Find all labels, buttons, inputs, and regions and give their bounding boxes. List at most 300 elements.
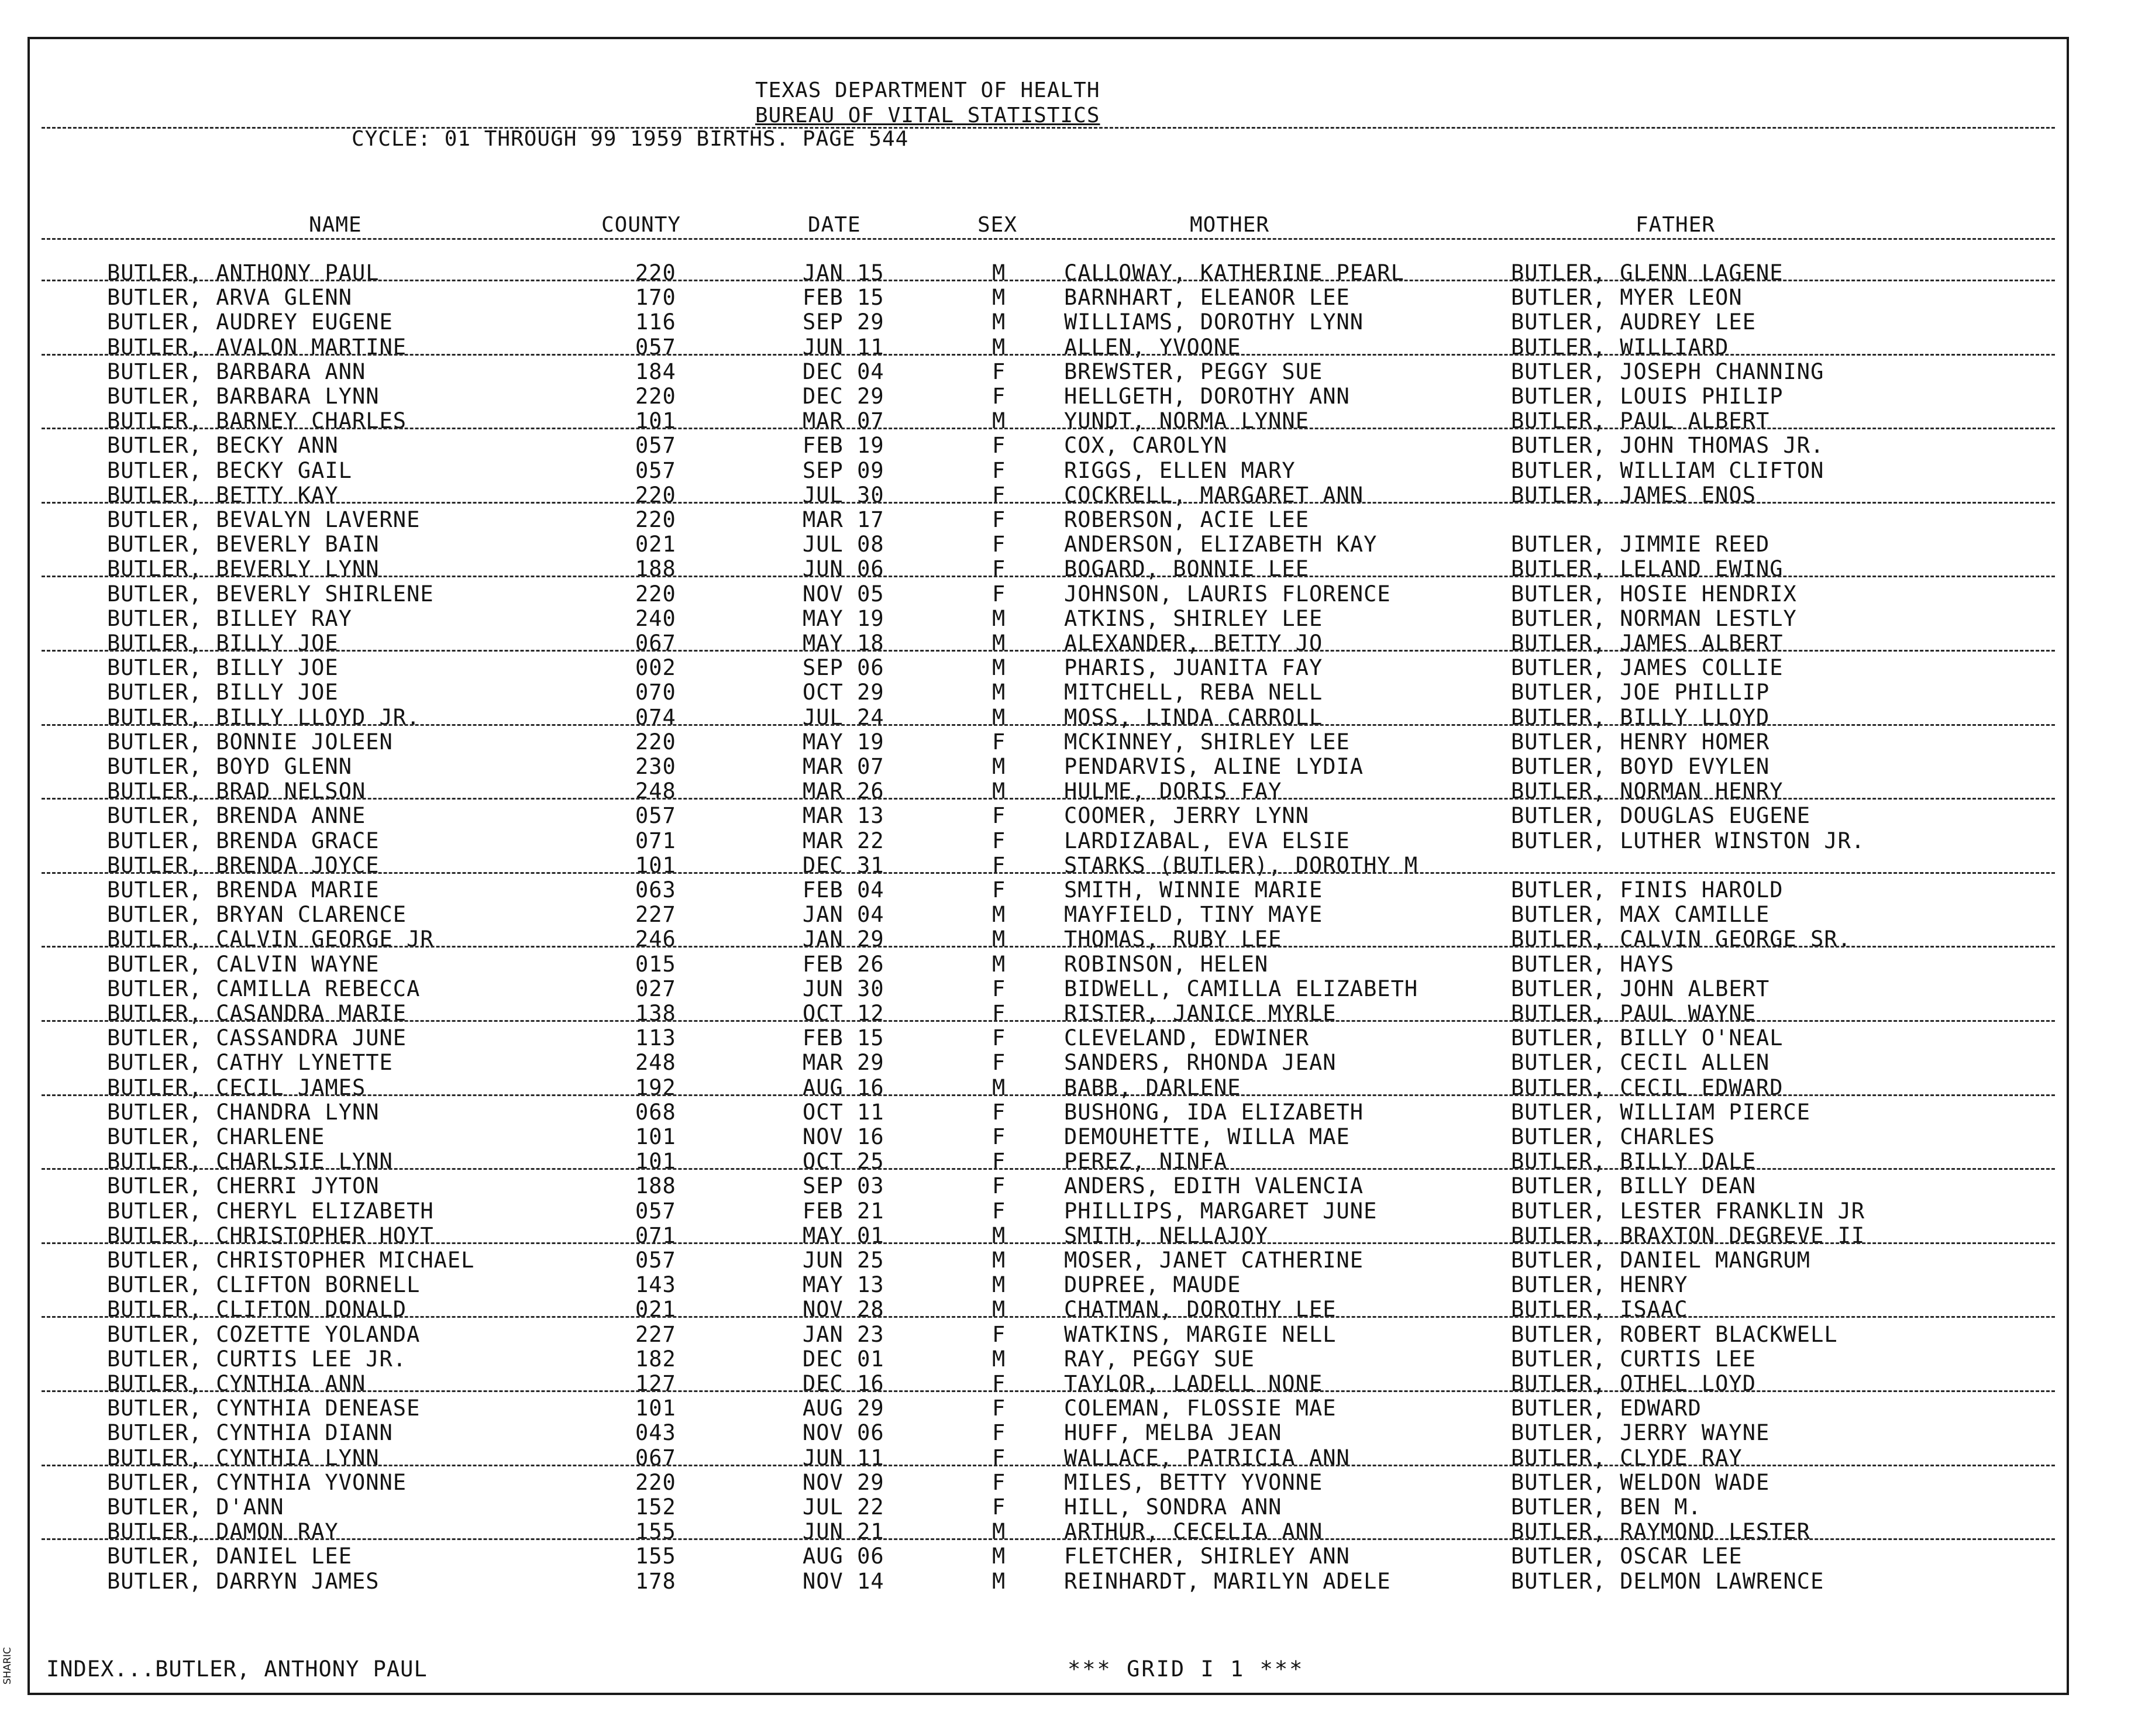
record-county: 138: [635, 1001, 676, 1026]
record-sex: F: [992, 1494, 1006, 1520]
record-father: BUTLER, BILLY O'NEAL: [1511, 1025, 1784, 1051]
record-date: OCT 12: [803, 1001, 884, 1026]
record-county: 246: [635, 926, 676, 952]
record-county: 127: [635, 1371, 676, 1396]
record-county: 220: [635, 1469, 676, 1495]
record-row: [30, 680, 2067, 704]
record-county: 021: [635, 1297, 676, 1322]
record-sex: M: [992, 704, 1006, 730]
record-row: [30, 433, 2067, 457]
column-header-name: NAME: [309, 213, 362, 237]
record-name: BUTLER, BONNIE JOLEEN: [107, 729, 393, 755]
record-row: [30, 1025, 2067, 1050]
record-father: BUTLER, BRAXTON DEGREVE II: [1511, 1222, 1865, 1248]
record-mother: WALLACE, PATRICIA ANN: [1064, 1445, 1350, 1470]
record-name: BUTLER, CATHY LYNETTE: [107, 1050, 393, 1076]
record-county: 220: [635, 384, 676, 409]
record-sex: F: [992, 1321, 1006, 1347]
record-father: BUTLER, AUDREY LEE: [1511, 309, 1756, 335]
record-date: MAR 13: [803, 803, 884, 829]
record-sex: M: [992, 260, 1006, 285]
record-sex: M: [992, 1568, 1006, 1594]
record-date: NOV 05: [803, 581, 884, 607]
record-sex: M: [992, 1544, 1006, 1569]
record-father: BUTLER, JERRY WAYNE: [1511, 1420, 1770, 1446]
record-name: BUTLER, CYNTHIA DIANN: [107, 1420, 393, 1446]
record-name: BUTLER, CASANDRA MARIE: [107, 1001, 407, 1026]
record-date: MAY 19: [803, 729, 884, 755]
record-row: [30, 1173, 2067, 1198]
record-mother: ATKINS, SHIRLEY LEE: [1064, 605, 1323, 631]
record-date: MAR 07: [803, 408, 884, 434]
record-county: 220: [635, 482, 676, 508]
record-name: BUTLER, BRENDA ANNE: [107, 803, 366, 829]
record-father: BUTLER, OSCAR LEE: [1511, 1544, 1743, 1569]
record-mother: PENDARVIS, ALINE LYDIA: [1064, 754, 1364, 779]
record-mother: LARDIZABAL, EVA ELSIE: [1064, 828, 1350, 853]
record-mother: BREWSTER, PEGGY SUE: [1064, 359, 1323, 384]
record-father: BUTLER, LOUIS PHILIP: [1511, 384, 1784, 409]
row-rule: [42, 1390, 2055, 1392]
record-date: MAY 19: [803, 605, 884, 631]
record-county: 220: [635, 581, 676, 607]
record-row: [30, 532, 2067, 556]
record-father: BUTLER, BEN M.: [1511, 1494, 1702, 1520]
record-date: MAY 01: [803, 1222, 884, 1248]
record-name: BUTLER, CAMILLA REBECCA: [107, 976, 421, 1001]
record-row: [30, 1420, 2067, 1445]
record-row: [30, 458, 2067, 483]
record-row: [30, 1198, 2067, 1223]
record-mother: MAYFIELD, TINY MAYE: [1064, 902, 1323, 928]
record-mother: MILES, BETTY YVONNE: [1064, 1469, 1323, 1495]
record-name: BUTLER, BARNEY CHARLES: [107, 408, 407, 434]
record-sex: M: [992, 655, 1006, 681]
record-mother: ARTHUR, CECELIA ANN: [1064, 1519, 1323, 1545]
record-county: 152: [635, 1494, 676, 1520]
record-county: 057: [635, 334, 676, 360]
record-father: BUTLER, MAX CAMILLE: [1511, 902, 1770, 928]
record-date: SEP 06: [803, 655, 884, 681]
record-date: JUN 11: [803, 1445, 884, 1470]
record-date: NOV 06: [803, 1420, 884, 1446]
record-date: DEC 04: [803, 359, 884, 384]
record-name: BUTLER, CHANDRA LYNN: [107, 1099, 380, 1125]
column-header-father: FATHER: [1636, 213, 1716, 237]
record-county: 182: [635, 1346, 676, 1372]
record-father: BUTLER, CLYDE RAY: [1511, 1445, 1743, 1470]
record-father: BUTLER, GLENN LAGENE: [1511, 260, 1784, 285]
record-date: AUG 16: [803, 1074, 884, 1100]
record-sex: F: [992, 581, 1006, 607]
record-father: BUTLER, FINIS HAROLD: [1511, 877, 1784, 903]
record-name: BUTLER, AUDREY EUGENE: [107, 309, 393, 335]
record-name: BUTLER, BRENDA GRACE: [107, 828, 380, 853]
record-county: 170: [635, 285, 676, 311]
birth-index-page: [27, 37, 2069, 1695]
column-header-mother: MOTHER: [1190, 213, 1270, 237]
record-date: JUL 22: [803, 1494, 884, 1520]
record-row: [30, 754, 2067, 779]
record-mother: BIDWELL, CAMILLA ELIZABETH: [1064, 976, 1419, 1001]
record-name: BUTLER, CYNTHIA LYNN: [107, 1445, 380, 1470]
record-father: BUTLER, BOYD EVYLEN: [1511, 754, 1770, 779]
record-date: JUN 06: [803, 556, 884, 582]
record-name: BUTLER, BECKY ANN: [107, 433, 339, 459]
record-sex: F: [992, 877, 1006, 903]
record-date: AUG 06: [803, 1544, 884, 1569]
record-row: [30, 803, 2067, 828]
record-name: BUTLER, CLIFTON DONALD: [107, 1297, 407, 1322]
row-rule: [42, 946, 2055, 948]
column-header-county: COUNTY: [601, 213, 681, 237]
record-county: 015: [635, 951, 676, 977]
record-mother: HULME, DORIS FAY: [1064, 779, 1282, 804]
record-county: 240: [635, 605, 676, 631]
record-father: BUTLER, CHARLES: [1511, 1124, 1716, 1149]
record-sex: M: [992, 605, 1006, 631]
record-father: BUTLER, PAUL WAYNE: [1511, 1001, 1756, 1026]
record-father: BUTLER, DANIEL MANGRUM: [1511, 1248, 1811, 1273]
record-mother: PHILLIPS, MARGARET JUNE: [1064, 1198, 1378, 1224]
record-father: BUTLER, JAMES COLLIE: [1511, 655, 1784, 681]
record-name: BUTLER, DAMON RAY: [107, 1519, 339, 1545]
record-mother: ANDERSON, ELIZABETH KAY: [1064, 532, 1378, 557]
row-rule: [42, 1168, 2055, 1170]
record-mother: FLETCHER, SHIRLEY ANN: [1064, 1544, 1350, 1569]
record-sex: F: [992, 482, 1006, 508]
record-date: MAR 17: [803, 507, 884, 532]
record-sex: M: [992, 779, 1006, 804]
row-rule: [42, 724, 2055, 726]
record-date: SEP 09: [803, 457, 884, 483]
record-father: BUTLER, JOE PHILLIP: [1511, 680, 1770, 705]
record-county: 113: [635, 1025, 676, 1051]
record-name: BUTLER, CECIL JAMES: [107, 1074, 366, 1100]
record-date: JUN 21: [803, 1519, 884, 1545]
record-mother: DUPREE, MAUDE: [1064, 1272, 1241, 1298]
record-row: [30, 606, 2067, 631]
record-county: 057: [635, 433, 676, 459]
record-mother: MOSS, LINDA CARROLL: [1064, 704, 1323, 730]
record-sex: M: [992, 309, 1006, 335]
row-rule: [42, 576, 2055, 577]
record-sex: M: [992, 902, 1006, 928]
record-sex: M: [992, 754, 1006, 779]
record-name: BUTLER, BECKY GAIL: [107, 457, 352, 483]
record-county: 067: [635, 1445, 676, 1470]
record-father: BUTLER, CURTIS LEE: [1511, 1346, 1756, 1372]
record-mother: MITCHELL, REBA NELL: [1064, 680, 1323, 705]
record-row: [30, 1494, 2067, 1519]
record-mother: STARKS (BUTLER), DOROTHY M: [1064, 852, 1419, 878]
record-date: NOV 16: [803, 1124, 884, 1149]
record-county: 230: [635, 754, 676, 779]
record-name: BUTLER, BEVALYN LAVERNE: [107, 507, 421, 532]
record-name: BUTLER, BILLY LLOYD JR.: [107, 704, 421, 730]
record-name: BUTLER, CURTIS LEE JR.: [107, 1346, 407, 1372]
row-rule: [42, 428, 2055, 429]
record-name: BUTLER, AVALON MARTINE: [107, 334, 407, 360]
record-name: BUTLER, BRENDA MARIE: [107, 877, 380, 903]
record-date: FEB 21: [803, 1198, 884, 1224]
record-row: [30, 1272, 2067, 1297]
record-county: 068: [635, 1099, 676, 1125]
record-sex: F: [992, 852, 1006, 878]
record-date: NOV 14: [803, 1568, 884, 1594]
record-county: 002: [635, 655, 676, 681]
record-row: [30, 1124, 2067, 1149]
record-sex: F: [992, 359, 1006, 384]
record-county: 027: [635, 976, 676, 1001]
record-date: JAN 29: [803, 926, 884, 952]
record-sex: F: [992, 507, 1006, 532]
record-county: 155: [635, 1544, 676, 1569]
record-county: 043: [635, 1420, 676, 1446]
record-county: 192: [635, 1074, 676, 1100]
record-father: BUTLER, OTHEL LOYD: [1511, 1371, 1756, 1396]
record-mother: MCKINNEY, SHIRLEY LEE: [1064, 729, 1350, 755]
record-row: [30, 1396, 2067, 1420]
record-mother: REINHARDT, MARILYN ADELE: [1064, 1568, 1391, 1594]
record-sex: M: [992, 285, 1006, 311]
record-mother: COX, CAROLYN: [1064, 433, 1228, 459]
column-header-date: DATE: [808, 213, 861, 237]
record-county: 227: [635, 1321, 676, 1347]
record-sex: F: [992, 1050, 1006, 1076]
record-father: BUTLER, JIMMIE REED: [1511, 532, 1770, 557]
index-footer: INDEX...BUTLER, ANTHONY PAUL: [46, 1656, 428, 1682]
record-name: BUTLER, BEVERLY SHIRLENE: [107, 581, 434, 607]
row-rule: [42, 650, 2055, 652]
record-date: FEB 15: [803, 1025, 884, 1051]
record-county: 057: [635, 1248, 676, 1273]
record-father: BUTLER, HAYS: [1511, 951, 1675, 977]
record-father: BUTLER, CALVIN GEORGE SR.: [1511, 926, 1851, 952]
record-mother: HILL, SONDRA ANN: [1064, 1494, 1282, 1520]
record-date: DEC 29: [803, 384, 884, 409]
record-father: BUTLER, HENRY HOMER: [1511, 729, 1770, 755]
record-mother: SANDERS, RHONDA JEAN: [1064, 1050, 1337, 1076]
record-date: JAN 04: [803, 902, 884, 928]
row-rule: [42, 1020, 2055, 1022]
record-date: SEP 29: [803, 309, 884, 335]
record-name: BUTLER, BARBARA ANN: [107, 359, 366, 384]
record-father: BUTLER, DOUGLAS EUGENE: [1511, 803, 1811, 829]
record-father: BUTLER, DELMON LAWRENCE: [1511, 1568, 1824, 1594]
record-father: BUTLER, JOSEPH CHANNING: [1511, 359, 1824, 384]
record-mother: RAY, PEGGY SUE: [1064, 1346, 1255, 1372]
record-father: BUTLER, LUTHER WINSTON JR.: [1511, 828, 1865, 853]
record-sex: F: [992, 1099, 1006, 1125]
record-sex: M: [992, 926, 1006, 952]
record-father: BUTLER, WELDON WADE: [1511, 1469, 1770, 1495]
record-row: [30, 384, 2067, 408]
record-county: 067: [635, 631, 676, 656]
record-date: FEB 19: [803, 433, 884, 459]
record-mother: CLEVELAND, EDWINER: [1064, 1025, 1309, 1051]
record-sex: M: [992, 1222, 1006, 1248]
record-date: JUL 30: [803, 482, 884, 508]
record-row: [30, 1322, 2067, 1346]
record-county: 220: [635, 260, 676, 285]
record-sex: M: [992, 408, 1006, 434]
record-mother: SMITH, NELLAJOY: [1064, 1222, 1269, 1248]
grid-footer: *** GRID I 1 ***: [1068, 1656, 1304, 1682]
record-county: 057: [635, 803, 676, 829]
record-county: 188: [635, 556, 676, 582]
record-county: 101: [635, 1124, 676, 1149]
record-date: OCT 25: [803, 1149, 884, 1174]
record-mother: SMITH, WINNIE MARIE: [1064, 877, 1323, 903]
record-date: MAR 29: [803, 1050, 884, 1076]
record-row: [30, 1346, 2067, 1371]
record-row: [30, 507, 2067, 532]
record-father: BUTLER, CECIL EDWARD: [1511, 1074, 1784, 1100]
record-sex: F: [992, 1149, 1006, 1174]
record-father: BUTLER, JAMES ENOS: [1511, 482, 1756, 508]
record-date: MAR 07: [803, 754, 884, 779]
record-name: BUTLER, CYNTHIA DENEASE: [107, 1396, 421, 1421]
record-date: MAR 22: [803, 828, 884, 853]
record-county: 248: [635, 779, 676, 804]
record-mother: BUSHONG, IDA ELIZABETH: [1064, 1099, 1364, 1125]
record-date: DEC 16: [803, 1371, 884, 1396]
record-mother: PEREZ, NINFA: [1064, 1149, 1228, 1174]
record-sex: F: [992, 1469, 1006, 1495]
record-name: BUTLER, BOYD GLENN: [107, 754, 352, 779]
record-date: OCT 29: [803, 680, 884, 705]
record-name: BUTLER, CHERYL ELIZABETH: [107, 1198, 434, 1224]
record-father: BUTLER, JOHN THOMAS JR.: [1511, 433, 1824, 459]
record-father: BUTLER, ISAAC: [1511, 1297, 1688, 1322]
record-mother: YUNDT, NORMA LYNNE: [1064, 408, 1309, 434]
record-name: BUTLER, ANTHONY PAUL: [107, 260, 380, 285]
record-mother: COLEMAN, FLOSSIE MAE: [1064, 1396, 1337, 1421]
record-date: DEC 31: [803, 852, 884, 878]
record-mother: ALLEN, YVOONE: [1064, 334, 1241, 360]
record-row: [30, 877, 2067, 902]
record-name: BUTLER, BARBARA LYNN: [107, 384, 380, 409]
record-name: BUTLER, CHARLENE: [107, 1124, 325, 1149]
column-header-sex: SEX: [977, 213, 1018, 237]
record-row: [30, 1100, 2067, 1124]
record-name: BUTLER, CYNTHIA ANN: [107, 1371, 366, 1396]
record-county: 188: [635, 1173, 676, 1199]
record-county: 143: [635, 1272, 676, 1298]
row-rule: [42, 1316, 2055, 1318]
record-name: BUTLER, BETTY KAY: [107, 482, 339, 508]
record-father: BUTLER, BILLY DALE: [1511, 1149, 1756, 1174]
record-mother: JOHNSON, LAURIS FLORENCE: [1064, 581, 1391, 607]
record-sex: F: [992, 1025, 1006, 1051]
record-county: 070: [635, 680, 676, 705]
record-sex: F: [992, 729, 1006, 755]
record-mother: TAYLOR, LADELL NONE: [1064, 1371, 1323, 1396]
record-row: [30, 285, 2067, 309]
record-sex: F: [992, 433, 1006, 459]
record-sex: M: [992, 951, 1006, 977]
record-county: 227: [635, 902, 676, 928]
record-father: BUTLER, NORMAN HENRY: [1511, 779, 1784, 804]
record-mother: ANDERS, EDITH VALENCIA: [1064, 1173, 1364, 1199]
record-row: [30, 1569, 2067, 1593]
record-row: [30, 1470, 2067, 1494]
record-name: BUTLER, CHRISTOPHER MICHAEL: [107, 1248, 475, 1273]
record-mother: COCKRELL, MARGARET ANN: [1064, 482, 1364, 508]
record-date: JAN 23: [803, 1321, 884, 1347]
record-father: BUTLER, NORMAN LESTLY: [1511, 605, 1797, 631]
record-mother: THOMAS, RUBY LEE: [1064, 926, 1282, 952]
record-county: 184: [635, 359, 676, 384]
record-mother: WATKINS, MARGIE NELL: [1064, 1321, 1337, 1347]
record-mother: ROBINSON, HELEN: [1064, 951, 1269, 977]
record-county: 101: [635, 1396, 676, 1421]
record-name: BUTLER, BILLEY RAY: [107, 605, 352, 631]
record-sex: F: [992, 1001, 1006, 1026]
record-sex: M: [992, 680, 1006, 705]
record-father: BUTLER, WILLIAM PIERCE: [1511, 1099, 1811, 1125]
record-sex: F: [992, 1371, 1006, 1396]
record-county: 101: [635, 852, 676, 878]
row-rule: [42, 1242, 2055, 1244]
record-mother: DEMOUHETTE, WILLA MAE: [1064, 1124, 1350, 1149]
record-father: BUTLER, JOHN ALBERT: [1511, 976, 1770, 1001]
row-rule: [42, 354, 2055, 356]
record-sex: F: [992, 457, 1006, 483]
record-date: JUN 25: [803, 1248, 884, 1273]
record-date: FEB 04: [803, 877, 884, 903]
record-name: BUTLER, COZETTE YOLANDA: [107, 1321, 421, 1347]
record-mother: COOMER, JERRY LYNN: [1064, 803, 1309, 829]
record-father: BUTLER, EDWARD: [1511, 1396, 1702, 1421]
record-sex: F: [992, 1124, 1006, 1149]
record-mother: MOSER, JANET CATHERINE: [1064, 1248, 1364, 1273]
record-name: BUTLER, D'ANN: [107, 1494, 284, 1520]
row-rule: [42, 502, 2055, 504]
record-date: JUL 24: [803, 704, 884, 730]
record-county: 248: [635, 1050, 676, 1076]
row-rule: [42, 1094, 2055, 1096]
record-mother: HUFF, MELBA JEAN: [1064, 1420, 1282, 1446]
record-row: [30, 902, 2067, 926]
record-county: 057: [635, 457, 676, 483]
record-row: [30, 1050, 2067, 1074]
record-sex: F: [992, 803, 1006, 829]
record-county: 021: [635, 532, 676, 557]
record-mother: ROBERSON, ACIE LEE: [1064, 507, 1309, 532]
record-date: JUN 30: [803, 976, 884, 1001]
record-father: BUTLER, PAUL ALBERT: [1511, 408, 1770, 434]
record-row: [30, 1248, 2067, 1272]
record-mother: ALEXANDER, BETTY JO: [1064, 631, 1323, 656]
record-father: BUTLER, LELAND EWING: [1511, 556, 1784, 582]
record-row: [30, 976, 2067, 1001]
record-sex: M: [992, 1297, 1006, 1322]
row-rule: [42, 872, 2055, 874]
record-name: BUTLER, BEVERLY LYNN: [107, 556, 380, 582]
record-date: DEC 01: [803, 1346, 884, 1372]
record-sex: M: [992, 1519, 1006, 1545]
record-father: BUTLER, MYER LEON: [1511, 285, 1743, 311]
cycle-line: CYCLE: 01 THROUGH 99 1959 BIRTHS. PAGE 544: [352, 127, 909, 151]
record-county: 116: [635, 309, 676, 335]
record-father: BUTLER, CECIL ALLEN: [1511, 1050, 1770, 1076]
record-name: BUTLER, CHARLSIE LYNN: [107, 1149, 393, 1174]
record-county: 071: [635, 828, 676, 853]
row-rule: [42, 280, 2055, 281]
record-mother: HELLGETH, DOROTHY ANN: [1064, 384, 1350, 409]
